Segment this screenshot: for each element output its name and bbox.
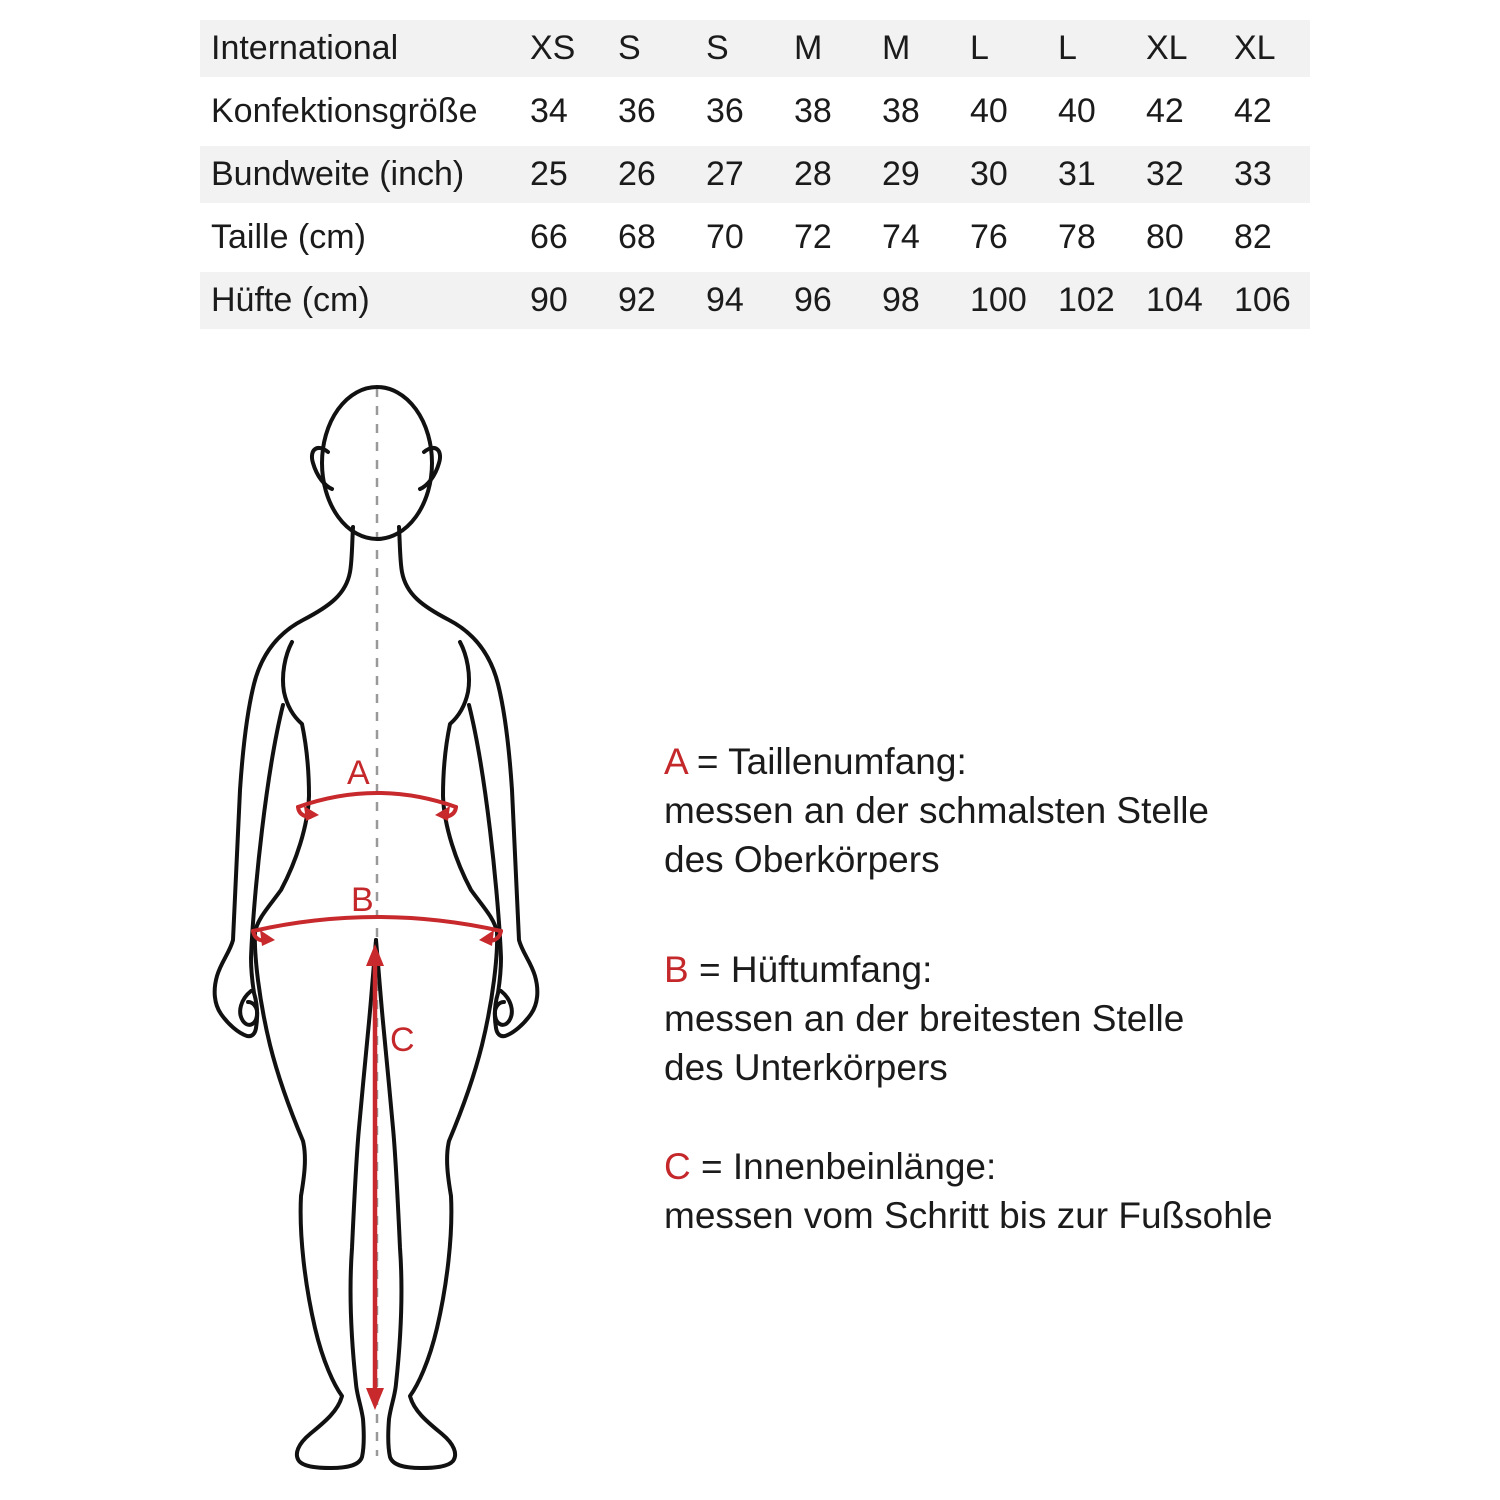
table-row xyxy=(200,203,1310,272)
size-value: L xyxy=(970,29,989,67)
legend-title: = Innenbeinlänge: xyxy=(690,1146,997,1187)
hip-arrowhead-right xyxy=(479,930,494,946)
body-measurement-figure xyxy=(205,385,555,1497)
size-value: S xyxy=(706,29,729,67)
size-value: 96 xyxy=(794,281,832,319)
size-value: 98 xyxy=(882,281,920,319)
size-value: 30 xyxy=(970,155,1008,193)
legend-waist xyxy=(664,737,1209,884)
size-value: 38 xyxy=(882,92,920,130)
table-row xyxy=(200,272,1310,329)
legend-line: des Oberkörpers xyxy=(664,839,940,880)
legend-hip xyxy=(664,945,1184,1092)
size-value: 36 xyxy=(706,92,744,130)
legend-title-line xyxy=(664,945,1184,994)
row-label: Konfektionsgröße xyxy=(211,92,478,130)
size-table xyxy=(200,20,1310,329)
size-value: 82 xyxy=(1234,218,1272,256)
size-value: XL xyxy=(1234,29,1276,67)
legend-line: messen an der schmalsten Stelle xyxy=(664,790,1209,831)
legend-letter-a: A xyxy=(664,741,687,782)
legend-letter-b: B xyxy=(664,949,689,990)
size-value: 76 xyxy=(970,218,1008,256)
waist-label: A xyxy=(347,754,370,792)
size-value: L xyxy=(1058,29,1077,67)
legend-title-line xyxy=(664,1142,1273,1191)
size-value: 25 xyxy=(530,155,568,193)
row-label: International xyxy=(211,29,399,67)
size-value: 92 xyxy=(618,281,656,319)
size-value: 74 xyxy=(882,218,920,256)
legend-title-line xyxy=(664,737,1209,786)
legend-line: messen an der breitesten Stelle xyxy=(664,998,1185,1039)
inseam-arrowhead-bottom xyxy=(366,1388,384,1410)
left-arm-outline xyxy=(215,527,353,1036)
size-value: 29 xyxy=(882,155,920,193)
size-value: 26 xyxy=(618,155,656,193)
row-label: Taille (cm) xyxy=(211,218,366,256)
size-value: 80 xyxy=(1146,218,1184,256)
size-value: 32 xyxy=(1146,155,1184,193)
hip-arrowhead-left xyxy=(260,930,275,946)
legend-letter-c: C xyxy=(664,1146,691,1187)
size-value: 28 xyxy=(794,155,832,193)
inseam-arrowhead-top xyxy=(366,944,384,966)
size-value: 72 xyxy=(794,218,832,256)
legend-line: des Unterkörpers xyxy=(664,1047,948,1088)
size-value: 42 xyxy=(1234,92,1272,130)
size-value: 42 xyxy=(1146,92,1184,130)
right-arm-outline xyxy=(399,527,537,1036)
size-value: 40 xyxy=(1058,92,1096,130)
size-value: 78 xyxy=(1058,218,1096,256)
size-value: 100 xyxy=(970,281,1027,319)
size-value: 40 xyxy=(970,92,1008,130)
size-value: M xyxy=(882,29,911,67)
table-row xyxy=(200,77,1310,146)
inseam-label: C xyxy=(390,1021,415,1059)
size-value: 102 xyxy=(1058,281,1115,319)
size-value: M xyxy=(794,29,823,67)
size-value: 38 xyxy=(794,92,832,130)
legend-title: = Hüftumfang: xyxy=(688,949,933,990)
size-value: XL xyxy=(1146,29,1188,67)
measurement-arrows xyxy=(253,754,501,1410)
size-value: 66 xyxy=(530,218,568,256)
size-value: 34 xyxy=(530,92,568,130)
size-value: 106 xyxy=(1234,281,1291,319)
table-row xyxy=(200,20,1310,77)
hip-label: B xyxy=(351,881,374,919)
legend-title: = Taillenumfang: xyxy=(686,741,967,782)
size-value: XS xyxy=(530,29,576,67)
legend-line: messen vom Schritt bis zur Fußsohle xyxy=(664,1195,1273,1236)
table-row xyxy=(200,146,1310,203)
size-value: 27 xyxy=(706,155,744,193)
waist-arrowhead-left xyxy=(304,806,319,821)
legend-inseam xyxy=(664,1142,1273,1240)
size-value: 36 xyxy=(618,92,656,130)
size-value: 33 xyxy=(1234,155,1272,193)
size-value: 68 xyxy=(618,218,656,256)
size-value: 94 xyxy=(706,281,744,319)
size-value: 31 xyxy=(1058,155,1096,193)
row-label: Bundweite (inch) xyxy=(211,155,465,193)
size-value: S xyxy=(618,29,641,67)
size-value: 70 xyxy=(706,218,744,256)
size-value: 90 xyxy=(530,281,568,319)
row-label: Hüfte (cm) xyxy=(211,281,370,319)
size-value: 104 xyxy=(1146,281,1203,319)
